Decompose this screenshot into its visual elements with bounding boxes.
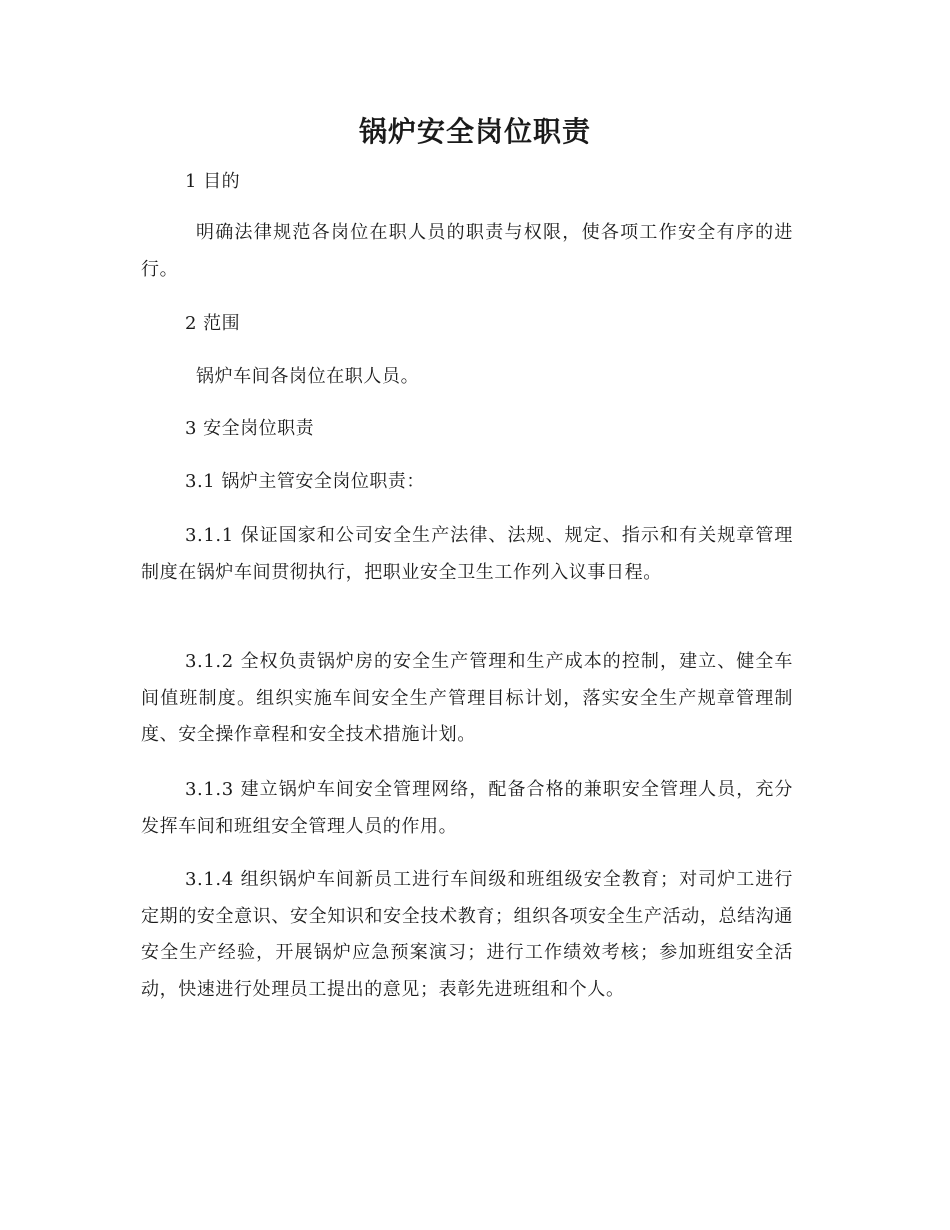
duty-item: 3.1.4 组织锅炉车间新员工进行车间级和班组级安全教育；对司炉工进行定期的安全意识、安全知识和安全技术教育；组织各项安全生产活动，总结沟通安全生产经验，开展锅炉应急预案演习；进行工作绩效考核；参加班组安全活动，快速进行处理员工提出的意见；表彰先进班组和个人。	[141, 869, 793, 1000]
section-heading-purpose: 1 目的	[185, 171, 241, 192]
duty-item: 3.1.2 全权负责锅炉房的安全生产管理和生产成本的控制，建立、健全车间值班制度。组织实施车间安全生产管理目标计划，落实安全生产规章管理制度、安全操作章程和安全技术措施计划。	[141, 651, 793, 745]
section-heading-duties: 3 安全岗位职责	[185, 418, 315, 439]
section-heading-scope: 2 范围	[185, 313, 241, 334]
section-body-scope: 锅炉车间各岗位在职人员。	[196, 366, 420, 387]
section-body-purpose: 明确法律规范各岗位在职人员的职责与权限，使各项工作安全有序的进行。	[141, 222, 793, 280]
document-title: 锅炉安全岗位职责	[358, 115, 591, 148]
duty-item: 3.1.3 建立锅炉车间安全管理网络，配备合格的兼职安全管理人员，充分发挥车间和班组安全管理人员的作用。	[141, 779, 793, 837]
duty-item: 3.1.1 保证国家和公司安全生产法律、法规、规定、指示和有关规章管理制度在锅炉车间贯彻执行，把职业安全卫生工作列入议事日程。	[141, 525, 793, 583]
subsection-heading: 3.1 锅炉主管安全岗位职责：	[185, 471, 425, 492]
